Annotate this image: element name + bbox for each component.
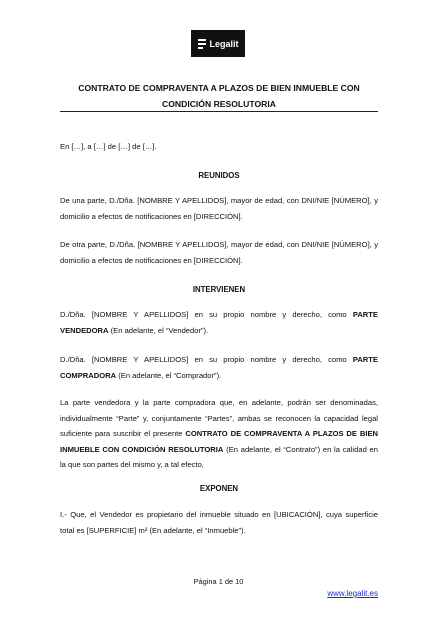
document-title: CONTRATO DE COMPRAVENTA A PLAZOS DE BIEN INMUEBLE CON CONDICIÓN RESOLUTORIA bbox=[78, 83, 360, 109]
section-heading-intervienen: INTERVIENEN bbox=[192, 285, 246, 294]
paragraph-text: (En adelante, el “Comprador”). bbox=[116, 370, 222, 380]
intro-line: En […], a […] de […] de […]. bbox=[60, 142, 157, 151]
bold-term: PARTE COMPRADORA bbox=[60, 355, 378, 380]
intervienen-paragraph-2 bbox=[60, 352, 378, 383]
website-link[interactable]: www.legalit.es bbox=[327, 589, 378, 598]
title-divider bbox=[60, 111, 378, 112]
paragraph-text: (En adelante, el “Vendedor”). bbox=[108, 325, 209, 335]
reunidos-paragraph-2: De otra parte, D./Dña. [NOMBRE Y APELLIDOS], mayor de edad, con DNI/NIE [NÚMERO], y domicilio a efectos de notificaciones en [DIRECCIÓN]. bbox=[60, 240, 378, 265]
intervienen-paragraph-3 bbox=[60, 395, 378, 473]
page-number: Página 1 de 10 bbox=[193, 577, 244, 586]
section-heading-exponen: EXPONEN bbox=[199, 484, 239, 493]
paragraph-text: D./Dña. [NOMBRE Y APELLIDOS] en su propio nombre y derecho, como bbox=[60, 310, 353, 319]
reunidos-paragraph-1: De una parte, D./Dña. [NOMBRE Y APELLIDOS], mayor de edad, con DNI/NIE [NÚMERO], y domicilio a efectos de notificaciones en [DIRECCIÓN]. bbox=[60, 196, 378, 221]
bold-term: PARTE VENDEDORA bbox=[60, 310, 378, 335]
legalit-mark-icon bbox=[197, 38, 207, 50]
bold-term: CONTRATO DE COMPRAVENTA A PLAZOS DE BIEN INMUEBLE CON CONDICIÓN RESOLUTORIA bbox=[60, 429, 378, 454]
intervienen-paragraph-1 bbox=[60, 307, 378, 338]
paragraph-text: D./Dña. [NOMBRE Y APELLIDOS] en su propio nombre y derecho, como bbox=[60, 355, 353, 364]
paragraph-text: La parte vendedora y la parte compradora que, en adelante, podrán ser denominadas, individualmente “Parte” y, conjuntamente “Partes”, ambas se reconocen la capacidad legal suficiente para suscribir el presente bbox=[60, 398, 378, 438]
paragraph-text: (En adelante, el “Contrato”) en la calidad en la que son partes del mismo y, a tal efecto, bbox=[60, 444, 378, 469]
legalit-logo bbox=[191, 30, 245, 57]
exponen-paragraph-1: I.- Que, el Vendedor es propietario del inmueble situado en [UBICACIÓN], cuya superficie total es [SUPERFICIE] m² (En adelante, el “Inmueble”). bbox=[60, 510, 378, 535]
logo-text: Legalit bbox=[209, 38, 239, 49]
section-heading-reunidos: REUNIDOS bbox=[198, 171, 240, 180]
